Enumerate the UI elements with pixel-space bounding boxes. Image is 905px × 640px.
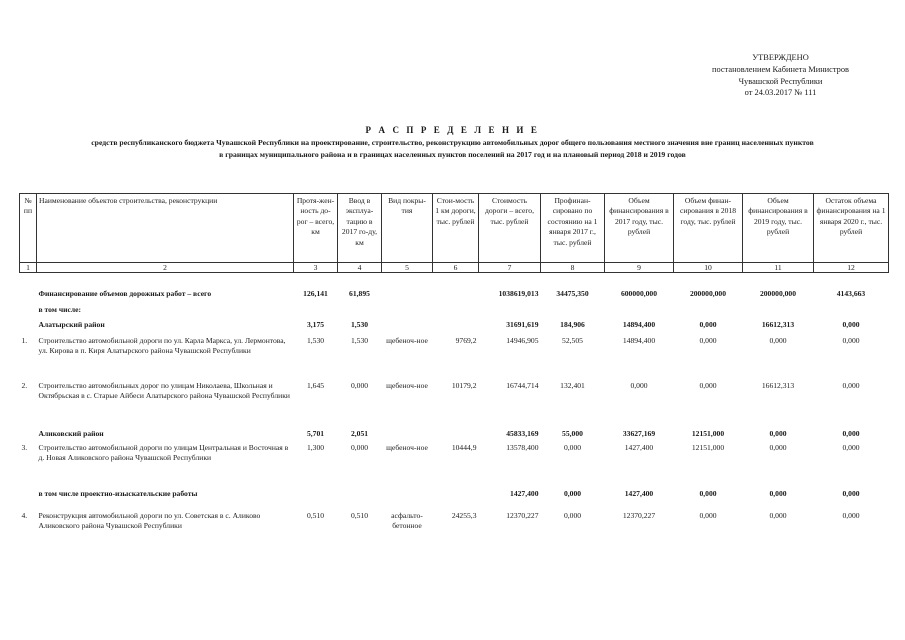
cell-surface-type: щебеноч-ное [386,336,428,345]
table-row [20,381,889,429]
cell-funding-2018: 0,000 [699,511,717,520]
row-name: Алатырский район [38,320,105,329]
cell-total-cost: 12370,227 [506,511,539,520]
row-number: 2. [21,381,28,390]
cell-total-cost: 31691,619 [506,320,539,329]
row-name: Строительство автомобильной дороги по улицам Центральная и Восточная в д. Новая Аликовского района Чувашской Республики [38,443,289,463]
cell-remaining: 0,000 [842,489,860,498]
row-number: 1. [21,336,28,345]
table-row-design-works [20,489,889,511]
row-name: Реконструкция автомобильной дороги по ул. Советская в с. Аликово Аликовского района Чувашской Республики [38,511,261,531]
cell-surface-type: щебеноч-ное [386,443,428,452]
cell-cost-per-km: 10179,2 [451,381,477,390]
cell-funding-2018: 0,000 [699,489,717,498]
table-row [20,443,889,489]
cell-cost-per-km: 24255,3 [451,511,477,520]
header-cost-per-km: Стои-мость 1 км дороги, тыс. рублей [433,194,479,263]
cell-funding-2017: 12370,227 [622,511,656,520]
header-surface-type: Вид покры-тия [382,194,433,263]
cell-funded-before: 0,000 [563,443,582,452]
column-number: 4 [338,263,382,273]
row-name: Строительство автомобильной дороги по ул. Карла Маркса, ул. Лермонтова, ул. Кирова в п. Киря Алатырского района Чувашской Республики [38,336,286,356]
column-number: 11 [743,263,814,273]
document-title: Р А С П Р Е Д Е Л Е Н И Е [365,125,540,135]
cell-funding-2017: 14894,400 [622,320,656,329]
table-header-row [20,194,889,263]
cell-funding-2017: 0,000 [630,381,648,390]
table-row [20,511,889,537]
cell-funding-2019: 16612,313 [761,381,795,390]
row-name: в том числе: [38,305,82,314]
header-object-name: Наименование объектов строительства, реконструкции [37,194,294,263]
column-number: 9 [605,263,674,273]
table-row-including [20,305,889,320]
cell-funding-2018: 200000,000 [689,289,727,298]
approval-stamp [688,52,873,99]
cell-remaining: 0,000 [842,336,860,345]
header-length: Протя-жен-ность до-рог – всего, км [294,194,338,263]
column-number: 7 [479,263,541,273]
header-total-cost: Стоимость дороги – всего, тыс. рублей [479,194,541,263]
cell-funding-2017: 14894,400 [622,336,656,345]
cell-remaining: 0,000 [842,511,860,520]
cell-total-cost: 45833,169 [506,429,539,438]
cell-funding-2019: 0,000 [769,443,787,452]
cell-funding-2017: 1427,400 [624,489,654,498]
cell-length: 5,701 [306,429,325,438]
cell-commissioning: 61,895 [349,289,370,298]
cell-remaining: 0,000 [842,429,860,438]
cell-funded-before: 132,401 [560,381,585,390]
cell-funding-2018: 0,000 [699,381,717,390]
cell-commissioning: 0,510 [350,511,369,520]
approval-line-1: УТВЕРЖДЕНО [752,53,809,62]
cell-length: 1,530 [306,336,325,345]
cell-funded-before: 52,505 [562,336,583,345]
approval-line-3: Чувашской Республики [738,76,823,86]
column-number: 3 [294,263,338,273]
cell-funding-2019: 0,000 [769,489,787,498]
cell-total-cost: 1038619,013 [498,289,539,298]
header-commissioning: Ввод в эксплуа-тацию в 2017 го-ду, км [338,194,382,263]
cell-cost-per-km: 10444,9 [451,443,477,452]
cell-funding-2019: 0,000 [769,429,787,438]
header-funding-2017: Объем финансирования в 2017 году, тыс. рублей [605,194,674,263]
cell-funded-before: 184,906 [560,320,585,329]
document-subtitle-line-1: средств республиканского бюджета Чувашской Республики на проектирование, строительство, реконструкцию автомобильных дорог общего пользования местного значения вне границ населенных пунктов [91,138,814,147]
header-remaining: Остаток объема финансирования на 1 января 2020 г., тыс. рублей [814,194,889,263]
row-number: 3. [21,443,28,452]
cell-funding-2018: 12151,000 [691,429,725,438]
cell-length: 1,645 [306,381,325,390]
header-number: № пп [20,194,37,263]
row-name: в том числе проектно-изыскательские работы [38,489,198,498]
cell-funding-2018: 12151,000 [691,443,725,452]
cell-cost-per-km: 9769,2 [455,336,477,345]
cell-length: 3,175 [306,320,325,329]
cell-funding-2018: 0,000 [699,336,717,345]
cell-commissioning: 1,530 [350,320,369,329]
cell-remaining: 0,000 [842,381,860,390]
cell-total-cost: 13578,400 [506,443,539,452]
column-number: 5 [382,263,433,273]
row-name: Аликовский район [38,429,104,438]
cell-funding-2017: 1427,400 [624,443,654,452]
cell-funding-2019: 0,000 [769,511,787,520]
cell-remaining: 0,000 [842,443,860,452]
cell-funding-2019: 0,000 [769,336,787,345]
cell-remaining: 0,000 [842,320,860,329]
cell-remaining: 4143,663 [836,289,866,298]
column-number: 1 [20,263,37,273]
distribution-table [19,193,889,537]
column-number: 12 [814,263,889,273]
cell-funded-before: 0,000 [563,511,582,520]
cell-total-cost: 1427,400 [510,489,539,498]
cell-commissioning: 1,530 [350,336,369,345]
cell-total-cost: 14946,905 [506,336,539,345]
table-row [20,336,889,381]
cell-funding-2019: 200000,000 [759,289,797,298]
approval-line-4: от 24.03.2017 № 111 [744,88,817,98]
header-funding-2019: Объем финансирования в 2019 году, тыс. рублей [743,194,814,263]
approval-line-2: постановлением Кабинета Министров [712,64,849,74]
document-subtitle-line-2: в границах муниципального района и в границах населенных пунктов поселений на 2017 год и на плановый период 2018 и 2019 годов [219,150,686,159]
cell-funded-before: 34475,350 [556,289,589,298]
cell-surface-type: щебеноч-ное [386,381,428,390]
cell-funded-before: 0,000 [563,489,582,498]
cell-length: 0,510 [306,511,325,520]
column-number-row [20,263,889,273]
cell-commissioning: 0,000 [350,381,369,390]
cell-surface-type: асфальто-бетонное [391,511,423,531]
column-number: 2 [37,263,294,273]
row-name: Строительство автомобильных дорог по улицам Николаева, Школьная и Октябрьская в с. Старые Айбеси Алатырского района Чувашской Республики [38,381,290,401]
row-name: Финансирование объемов дорожных работ – всего [38,289,212,298]
cell-commissioning: 0,000 [350,443,369,452]
column-number: 10 [674,263,743,273]
table-row-district-alatyr [20,320,889,336]
cell-commissioning: 2,051 [350,429,369,438]
table-row-total [20,289,889,305]
cell-funding-2017: 600000,000 [620,289,658,298]
cell-length: 1,300 [306,443,325,452]
cell-funded-before: 55,000 [562,429,583,438]
table-row-district-alikovo [20,429,889,443]
cell-total-cost: 16744,714 [506,381,539,390]
column-number: 8 [541,263,605,273]
header-funded-before: Профинан-сировано по состоянию на 1 января 2017 г., тыс. рублей [541,194,605,263]
cell-length: 126,141 [303,289,328,298]
row-number: 4. [21,511,28,520]
column-number: 6 [433,263,479,273]
cell-funding-2017: 33627,169 [622,429,656,438]
header-funding-2018: Объем финан-сирования в 2018 году, тыс. рублей [674,194,743,263]
cell-funding-2019: 16612,313 [761,320,795,329]
cell-funding-2018: 0,000 [699,320,717,329]
